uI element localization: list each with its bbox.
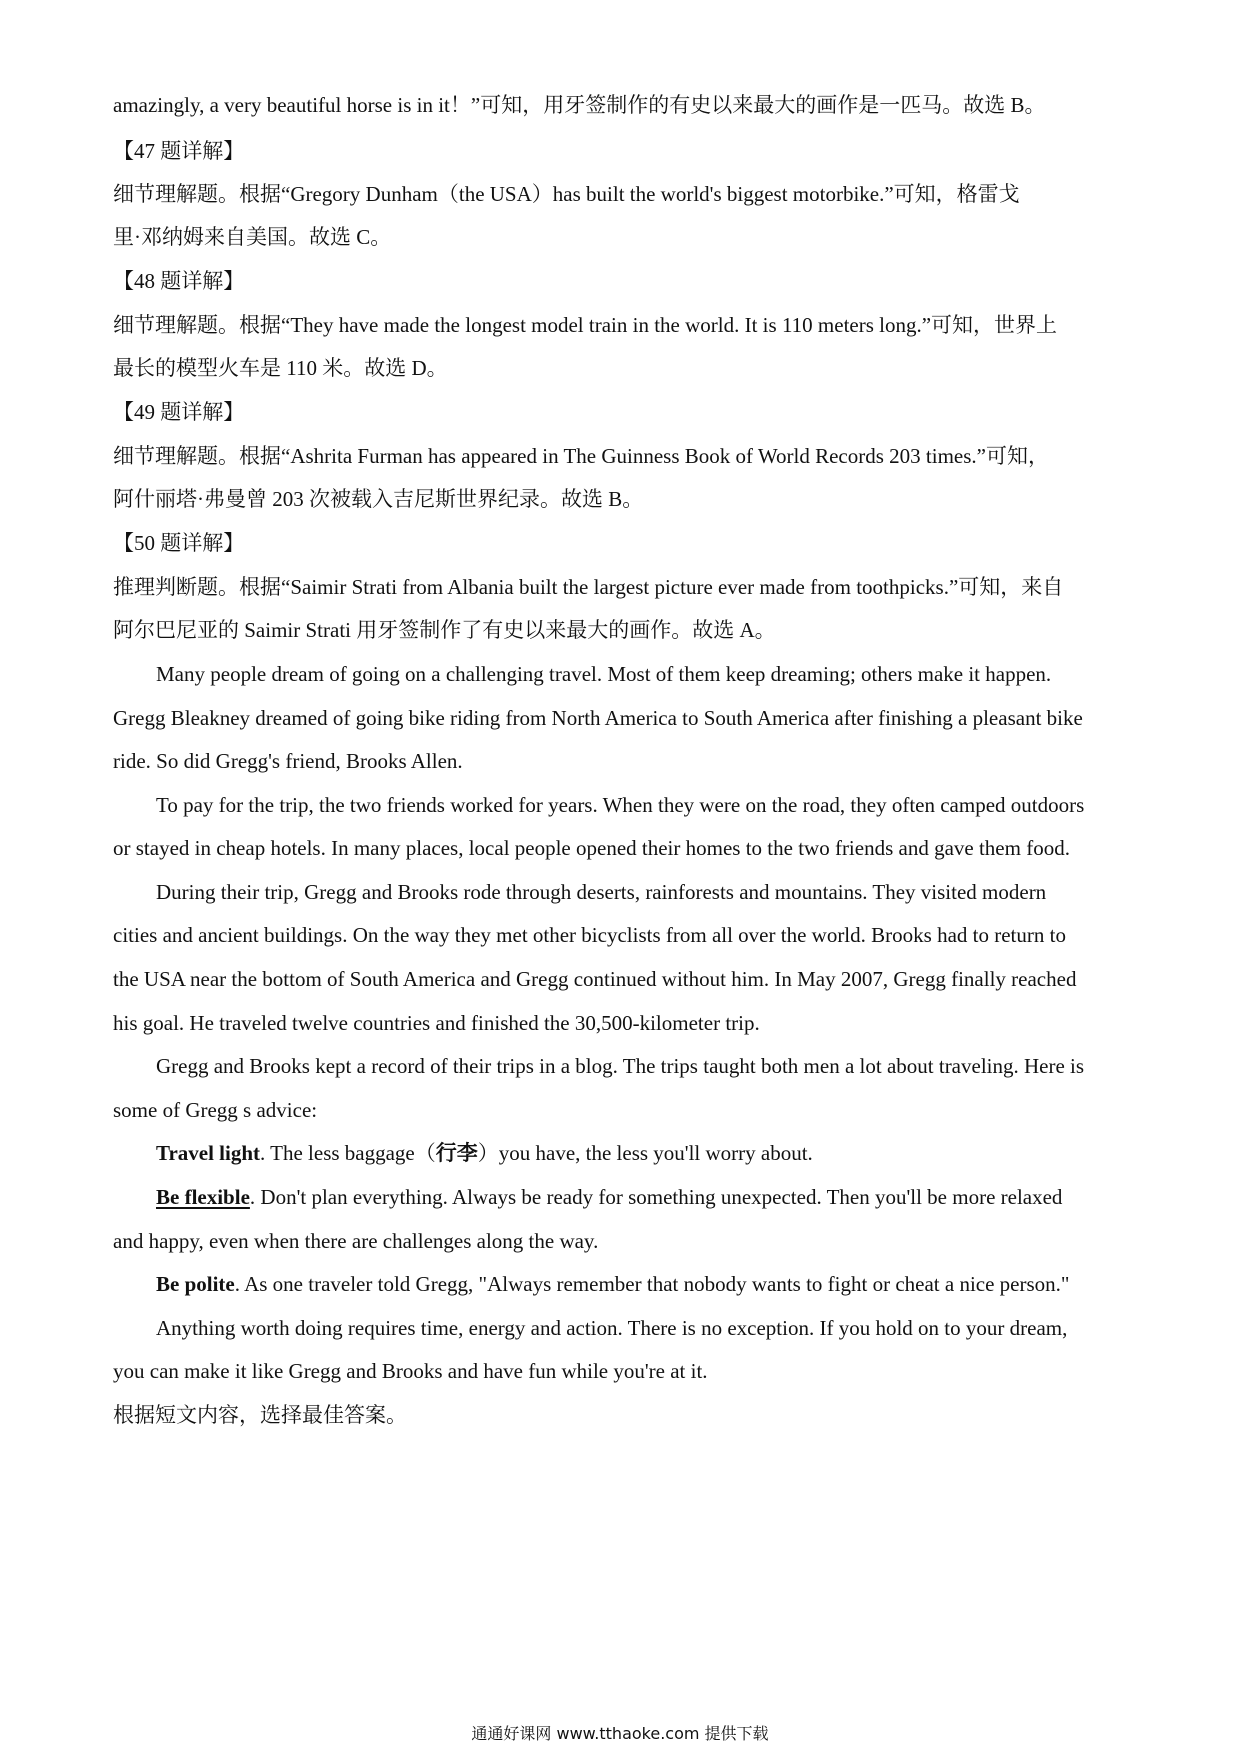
- q48-explanation-line1: 细节理解题。根据“They have made the longest model train in the world. It is 110 meters long.”可知，世界上: [113, 313, 1058, 337]
- q49-heading: 【49 题详解】: [113, 400, 245, 424]
- question-instruction: 根据短文内容，选择最佳答案。: [113, 1403, 407, 1427]
- passage-p2-line2: or stayed in cheap hotels. In many places, local people opened their homes to the two friends and gave them food.: [113, 836, 1070, 860]
- advice-be-polite: [156, 1269, 1136, 1299]
- q50-explanation-line1: 推理判断题。根据“Saimir Strati from Albania built the largest picture ever made from toothpicks.”可知，来自: [113, 575, 1064, 599]
- passage-p3-line3: the USA near the bottom of South America and Gregg continued without him. In May 2007, Gregg finally reached: [113, 967, 1077, 991]
- passage-p1-line1: Many people dream of going on a challenging travel. Most of them keep dreaming; others make it happen.: [156, 662, 1052, 686]
- passage-p3-line4: his goal. He traveled twelve countries and finished the 30,500-kilometer trip.: [113, 1011, 760, 1035]
- q50-explanation-line2: 阿尔巴尼亚的 Saimir Strati 用牙签制作了有史以来最大的画作。故选 A。: [113, 618, 776, 642]
- passage-p4-line2: some of Gregg s advice:: [113, 1098, 318, 1122]
- answer-46-continuation: amazingly, a very beautiful horse is in it！”可知，用牙签制作的有史以来最大的画作是一匹马。故选 B。: [113, 93, 1046, 117]
- passage-p3-line1: During their trip, Gregg and Brooks rode through deserts, rainforests and mountains. They visited modern: [156, 880, 1047, 904]
- q47-explanation-line1: 细节理解题。根据“Gregory Dunham（the USA）has built the world's biggest motorbike.”可知，格雷戈: [113, 182, 1020, 206]
- q49-explanation-line2: 阿什丽塔·弗曼曾 203 次被载入吉尼斯世界纪录。故选 B。: [113, 487, 644, 511]
- passage-p1-line2: Gregg Bleakney dreamed of going bike riding from North America to South America after finishing a pleasant bike: [113, 706, 1083, 730]
- q48-heading: 【48 题详解】: [113, 269, 245, 293]
- q47-heading: 【47 题详解】: [113, 139, 245, 163]
- passage-p2-line1: To pay for the trip, the two friends worked for years. When they were on the road, they often camped outdoors: [156, 793, 1085, 817]
- advice-be-flexible-title: Be flexible: [156, 1185, 250, 1209]
- advice-travel-light-chinese: 行李: [435, 1141, 478, 1165]
- q48-explanation-line2: 最长的模型火车是 110 米。故选 D。: [113, 356, 448, 380]
- advice-be-flexible: [156, 1182, 1136, 1212]
- passage-p1-line3: ride. So did Gregg's friend, Brooks Allen.: [113, 749, 463, 773]
- advice-travel-light-text1: . The less baggage（: [260, 1141, 436, 1165]
- advice-travel-light: [156, 1138, 1136, 1168]
- advice-travel-light-title: Travel light: [156, 1141, 261, 1165]
- passage-p4-line1: Gregg and Brooks kept a record of their trips in a blog. The trips taught both men a lot about traveling. Here is: [156, 1054, 1085, 1078]
- advice-be-flexible-text: . Don't plan everything. Always be ready for something unexpected. Then you'll be more relaxed: [249, 1185, 1063, 1209]
- passage-p3-line2: cities and ancient buildings. On the way they met other bicyclists from all over the world. Brooks had to return to: [113, 923, 1066, 947]
- advice-be-flexible-line2: and happy, even when there are challenges along the way.: [113, 1229, 599, 1253]
- page-footer: 通通好课网 www.tthaoke.com 提供下载: [471, 1724, 769, 1743]
- advice-be-polite-title: Be polite: [156, 1272, 235, 1296]
- advice-be-polite-text: . As one traveler told Gregg, "Always remember that nobody wants to fight or cheat a nice person.": [234, 1272, 1070, 1296]
- q47-explanation-line2: 里·邓纳姆来自美国。故选 C。: [113, 225, 392, 249]
- passage-p5-line2: you can make it like Gregg and Brooks and have fun while you're at it.: [113, 1359, 708, 1383]
- q49-explanation-line1: 细节理解题。根据“Ashrita Furman has appeared in The Guinness Book of World Records 203 times.”可知，: [113, 444, 1049, 468]
- advice-travel-light-text2: ）you have, the less you'll worry about.: [477, 1141, 813, 1165]
- q50-heading: 【50 题详解】: [113, 531, 245, 555]
- passage-p5-line1: Anything worth doing requires time, energy and action. There is no exception. If you hold on to your dream,: [156, 1316, 1068, 1340]
